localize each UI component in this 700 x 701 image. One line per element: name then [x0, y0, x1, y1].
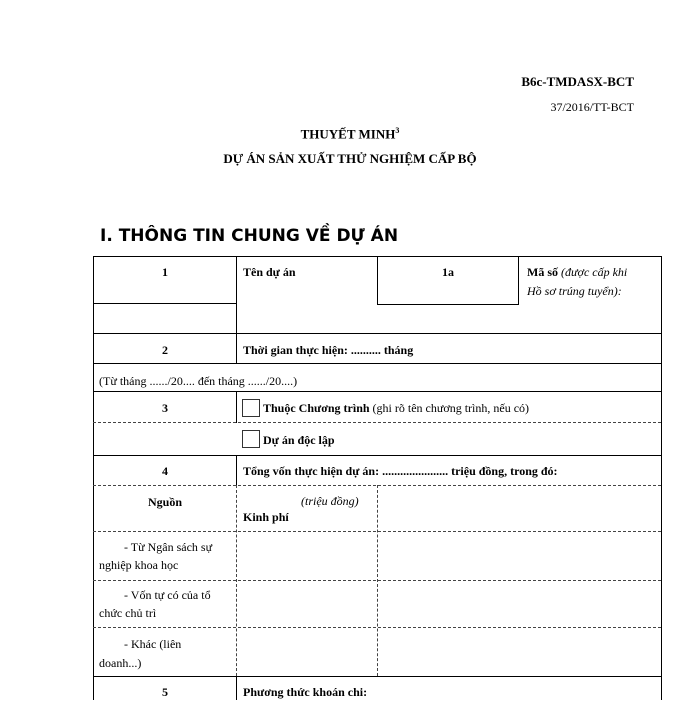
row2-period-bottom	[93, 391, 662, 392]
source-3-line-2: doanh...)	[99, 656, 142, 670]
row3-bottom	[93, 455, 662, 456]
section-heading: I. THÔNG TIN CHUNG VỀ DỰ ÁN	[100, 226, 399, 246]
source-1-line-1: - Từ Ngân sách sự	[124, 540, 213, 554]
title-text: THUYẾT MINH	[300, 126, 396, 142]
row1a-right-divider	[518, 256, 519, 305]
row5-divider	[236, 676, 237, 700]
row1-divider	[236, 256, 237, 334]
program-label: Thuộc Chương trình	[263, 401, 370, 415]
row1a-number: 1a	[442, 265, 454, 279]
source-column-header: Nguồn	[147, 495, 182, 509]
row1-number: 1	[162, 265, 168, 279]
form-code: B6c-TMDASX-BCT	[521, 74, 634, 89]
row1a-bottom	[377, 304, 518, 305]
independent-project-checkbox[interactable]	[242, 430, 260, 448]
program-option	[263, 400, 529, 417]
project-code-note-1: (được cấp khi	[561, 265, 628, 279]
program-note: (ghi rõ tên chương trình, nếu có)	[369, 401, 530, 415]
total-capital-label: Tổng vốn thực hiện dự án: ...................... triệu đồng, trong đó:	[243, 464, 558, 478]
program-checkbox[interactable]	[242, 399, 260, 417]
project-code-title: Mã số	[527, 265, 558, 279]
duration-label: Thời gian thực hiện: .......... tháng	[243, 343, 414, 357]
amount-column-header: Kinh phí	[243, 510, 289, 524]
project-name-label: Tên dự án	[243, 265, 296, 279]
document-subtitle: DỰ ÁN SẢN XUẤT THỬ NGHIỆM CẤP BỘ	[223, 151, 477, 166]
row4-bottom	[93, 676, 662, 677]
source-2-line-1: - Vốn tự có của tổ	[124, 588, 211, 602]
payment-method-label: Phương thức khoán chi:	[243, 685, 368, 699]
row1-num-bottom	[93, 303, 236, 304]
row2-bottom	[93, 363, 662, 364]
circular-number: 37/2016/TT-BCT	[550, 100, 634, 114]
duration-period: (Từ tháng ....../20.... đến tháng ....../20....)	[99, 374, 298, 388]
table-right-border	[661, 256, 662, 700]
row4-number: 4	[162, 464, 168, 478]
source-3-line-1: - Khác (liên	[124, 637, 182, 651]
unit-note: (triệu đồng)	[301, 494, 359, 508]
source-2-line-2: chức chủ trì	[99, 606, 157, 620]
project-code-label	[527, 264, 659, 281]
row2-number: 2	[162, 343, 168, 357]
independent-project-label: Dự án độc lập	[263, 433, 335, 447]
row4-amount-divider	[377, 485, 378, 676]
source-1-line-2: nghiệp khoa học	[99, 558, 179, 572]
row3-number: 3	[162, 401, 168, 415]
project-code-note-2: Hồ sơ trúng tuyển):	[527, 284, 622, 298]
row1-bottom	[93, 333, 662, 334]
row4-divider	[236, 455, 237, 486]
row4-source-divider	[236, 485, 237, 676]
row2-divider	[236, 333, 237, 364]
row3-inner-separator	[93, 422, 661, 423]
row5-number: 5	[162, 685, 168, 699]
row3-divider	[236, 391, 237, 423]
document-title	[0, 126, 700, 142]
footnote-mark: 3	[395, 126, 400, 135]
